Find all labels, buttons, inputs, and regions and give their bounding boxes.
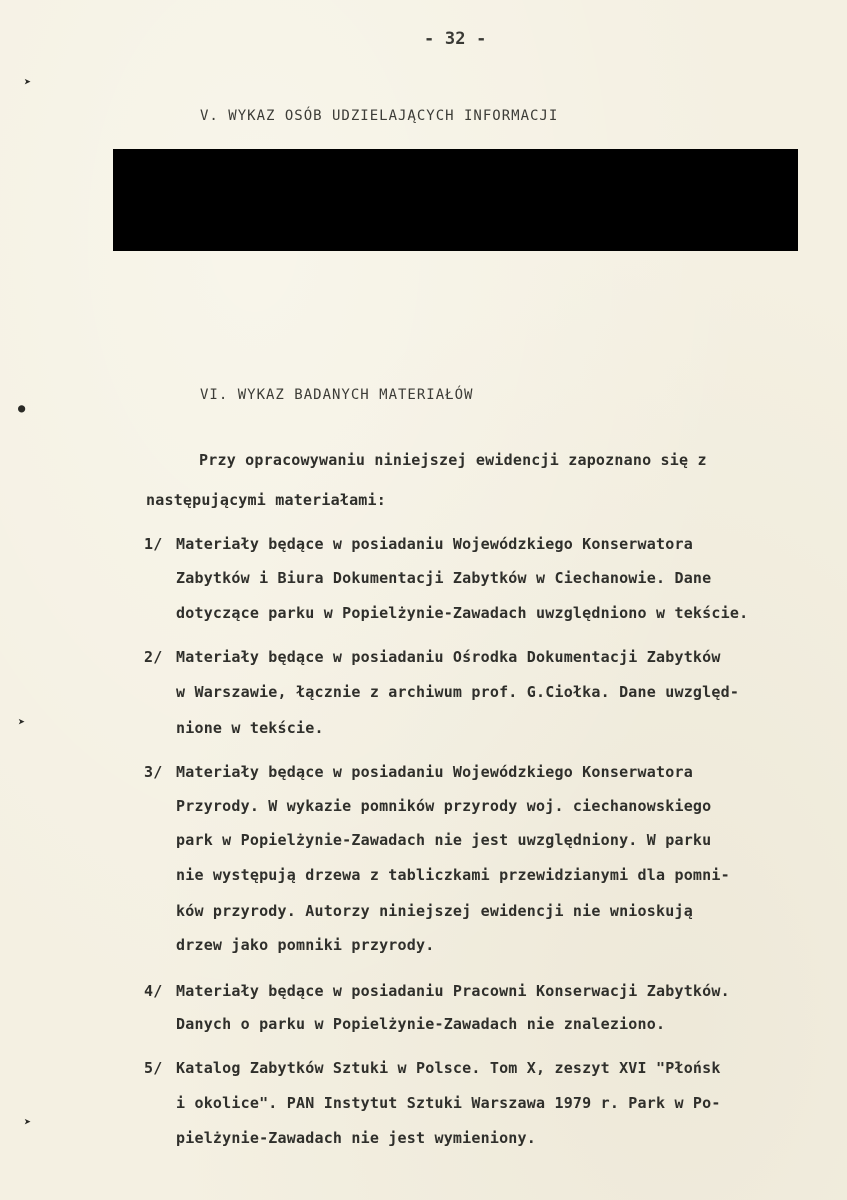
list-item-line: Materiały będące w posiadaniu Ośrodka Dokumentacji Zabytków [176, 648, 721, 666]
section-vi-heading: VI. WYKAZ BADANYCH MATERIAŁÓW [200, 387, 474, 403]
list-item-line: nie występują drzewa z tabliczkami przewidzianymi dla pomni- [176, 866, 730, 884]
list-item-line: drzew jako pomniki przyrody. [176, 936, 435, 954]
list-item-line: ków przyrody. Autorzy niniejszej ewidencji nie wnioskują [176, 902, 693, 920]
list-item-line: Zabytków i Biura Dokumentacji Zabytków w Ciechanowie. Dane [176, 569, 712, 587]
list-item-line: Materiały będące w posiadaniu Wojewódzkiego Konserwatora [176, 535, 693, 553]
list-item-line: i okolice". PAN Instytut Sztuki Warszawa 1979 r. Park w Po- [176, 1094, 721, 1112]
intro-line: Przy opracowywaniu niniejszej ewidencji zapoznano się z [199, 451, 707, 469]
list-item-line: Katalog Zabytków Sztuki w Polsce. Tom X, zeszyt XVI "Płońsk [176, 1059, 721, 1077]
list-item-line: Przyrody. W wykazie pomników przyrody woj. ciechanowskiego [176, 797, 712, 815]
list-item-line: pielżynie-Zawadach nie jest wymieniony. [176, 1129, 536, 1147]
list-item-number: 5/ [144, 1059, 163, 1077]
list-item-number: 2/ [144, 648, 163, 666]
list-item-line: w Warszawie, łącznie z archiwum prof. G.Ciołka. Dane uwzględ- [176, 683, 740, 701]
margin-mark: ➤ [24, 75, 32, 89]
margin-mark: ➤ [18, 715, 26, 729]
list-item-number: 1/ [144, 535, 163, 553]
list-item-number: 4/ [144, 982, 163, 1000]
intro-line: następującymi materiałami: [146, 491, 386, 509]
list-item-number: 3/ [144, 763, 163, 781]
list-item-line: dotyczące parku w Popielżynie-Zawadach uwzględniono w tekście. [176, 604, 749, 622]
margin-mark: ➤ [24, 1115, 32, 1129]
list-item-line: Danych o parku w Popielżynie-Zawadach nie znaleziono. [176, 1015, 666, 1033]
list-item-line: Materiały będące w posiadaniu Pracowni Konserwacji Zabytków. [176, 982, 730, 1000]
section-v-heading: V. WYKAZ OSÓB UDZIELAJĄCYCH INFORMACJI [200, 108, 559, 124]
list-item-line: Materiały będące w posiadaniu Wojewódzkiego Konserwatora [176, 763, 693, 781]
list-item-line: park w Popielżynie-Zawadach nie jest uwzględniony. W parku [176, 831, 712, 849]
margin-mark: ● [18, 401, 26, 415]
page-number: - 32 - [424, 29, 487, 49]
redaction-bar [113, 149, 798, 251]
list-item-line: nione w tekście. [176, 719, 324, 737]
